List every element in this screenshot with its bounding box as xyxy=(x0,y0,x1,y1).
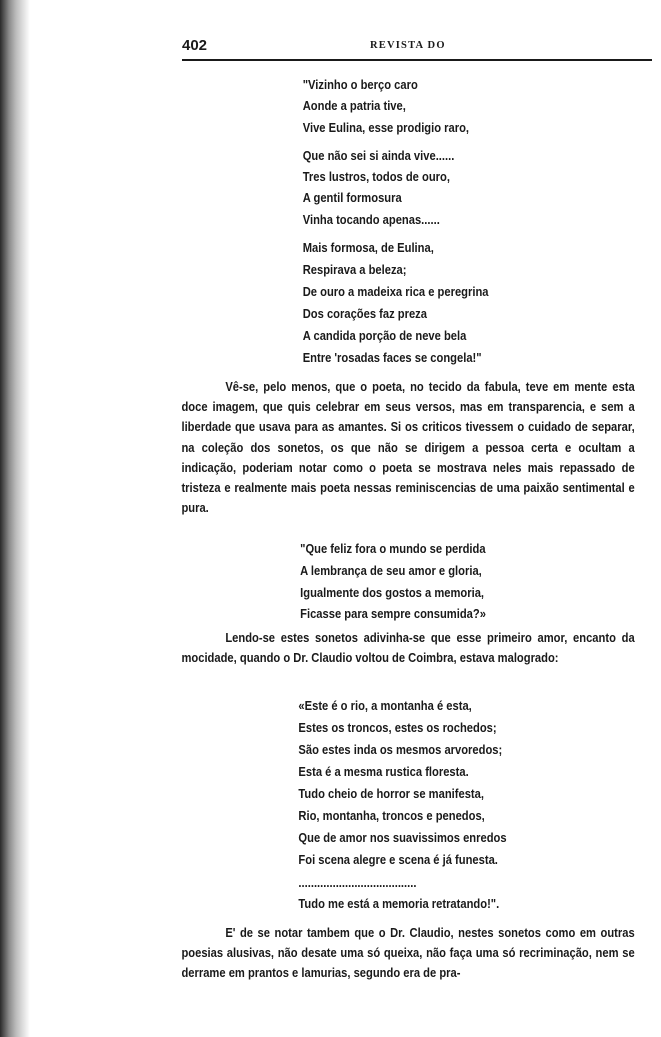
verse-line: Dos corações faz preza xyxy=(302,306,428,321)
verse-line: Entre 'rosadas faces se congela!" xyxy=(302,350,482,365)
verse-line: De ouro a madeixa rica e peregrina xyxy=(302,284,489,299)
verse-line: A candida porção de neve bela xyxy=(302,328,467,343)
verse-line: Mais formosa, de Eulina, xyxy=(302,240,434,255)
verse-line: Igualmente dos gostos a memoria, xyxy=(300,585,485,600)
verse-line: «Este é o rio, a montanha é esta, xyxy=(298,698,472,713)
running-title: REVISTA DO xyxy=(370,40,446,51)
verse-line: Respirava a beleza; xyxy=(302,262,407,277)
verse-line: Tudo cheio de horror se manifesta, xyxy=(298,786,484,801)
verse-line: Estes os troncos, estes os rochedos; xyxy=(298,720,497,735)
verse-line: Vive Eulina, esse prodigio raro, xyxy=(302,120,470,135)
verse-line: Tudo me está a memoria retratando!". xyxy=(298,896,500,911)
page-number: 402 xyxy=(182,37,208,54)
verse-line: Que de amor nos suavissimos enredos xyxy=(298,830,507,845)
verse-line: "Vizinho o berço caro xyxy=(302,77,418,92)
body-paragraph-3: E' de se notar tambem que o Dr. Claudio, nestes sonetos como em outras poesias alusivas, não desate uma só queixa, não faça uma só recriminação, nem se derrame em prantos e lamurias, segundo era de pra- xyxy=(181,925,635,981)
verse-line: Aonde a patria tive, xyxy=(302,98,406,113)
verse-line: "Que feliz fora o mundo se perdida xyxy=(300,541,486,556)
body-paragraph-1: Vê-se, pelo menos, que o poeta, no tecido da fabula, teve em mente esta doce imagem, que quis celebrar em seus versos, mas em transparencia, e sem a liberdade que usava para as amantes. Si os criticos tivessem o cuidado de separar, na coleção dos sonetos, os que não se dirigem a pessoa certa e ocultam a indicação, poderiam notar como o poeta se mostrava neles mais repassado de tristeza e realmente mais poeta nessas reminiscencias de uma paixão sentimental e pura. xyxy=(181,379,635,516)
verse-line: Tres lustros, todos de ouro, xyxy=(302,169,450,184)
verse-line: A lembrança de seu amor e gloria, xyxy=(300,563,482,578)
verse-line: Vinha tocando apenas...... xyxy=(302,212,440,227)
verse-line: Rio, montanha, troncos e penedos, xyxy=(298,808,485,823)
verse-line: São estes inda os mesmos arvoredos; xyxy=(298,742,503,757)
verse-line: A gentil formosura xyxy=(302,190,402,205)
ellipsis-line: ...................................... xyxy=(298,875,417,890)
verse-line: Esta é a mesma rustica floresta. xyxy=(298,764,469,779)
verse-line: Ficasse para sempre consumida?» xyxy=(300,606,486,621)
verse-line: Foi scena alegre e scena é já funesta. xyxy=(298,852,498,867)
body-paragraph-2: Lendo-se estes sonetos adivinha-se que esse primeiro amor, encanto da mocidade, quando o Dr. Claudio voltou de Coimbra, estava malogrado: xyxy=(181,630,635,666)
verse-line: Que não sei si ainda vive...... xyxy=(302,148,455,163)
